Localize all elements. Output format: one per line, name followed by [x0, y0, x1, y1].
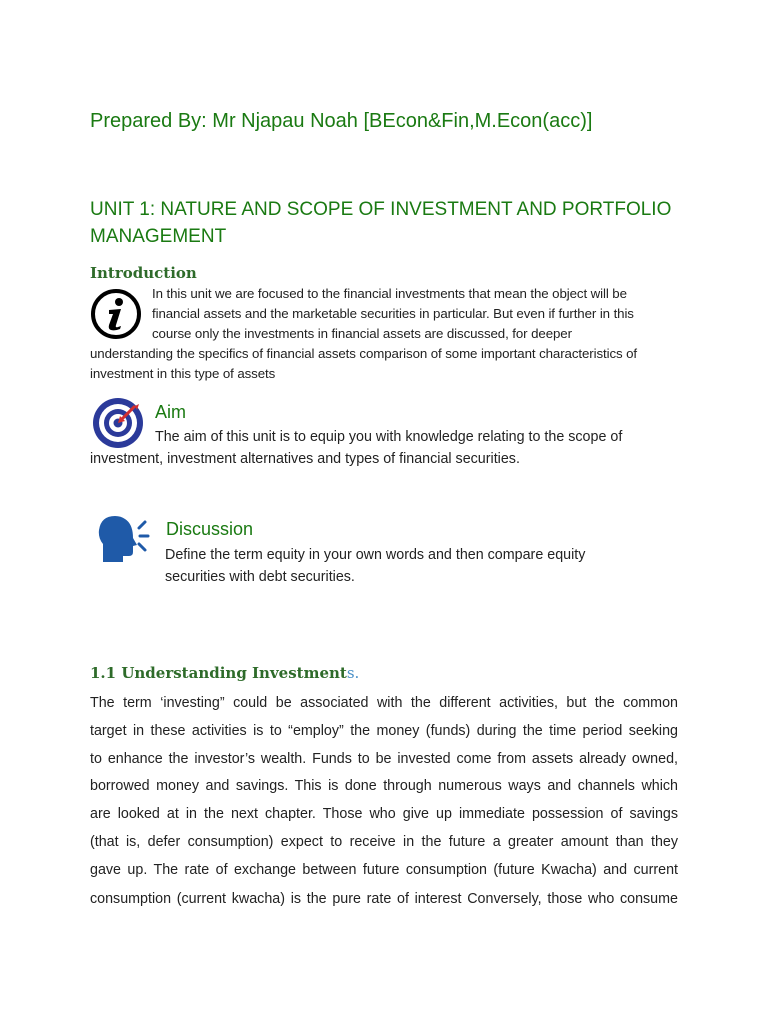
discussion-heading: Discussion [166, 519, 254, 539]
aim-heading: Aim [155, 402, 186, 422]
discussion-line: Define the term equity in your own words and then compare equity [165, 547, 586, 563]
aim-line: investment, investment alternatives and types of financial securities. [90, 451, 520, 467]
intro-line: financial assets and the marketable securities in particular. But even if further in this [152, 306, 634, 321]
section-heading-accent: s. [346, 664, 360, 682]
unit-title: UNIT 1: NATURE AND SCOPE OF INVESTMENT AND PORTFOLIO MANAGEMENT [90, 199, 672, 247]
introduction-heading: Introduction [90, 264, 197, 282]
paragraph-line: target in these activities is to “employ” the money (funds) during the time period seeking [90, 723, 678, 739]
intro-line: investment in this type of assets [90, 366, 276, 381]
paragraph-line: borrowed money and savings. This is done through numerous ways and channels which [90, 778, 678, 794]
intro-line: course only the investments in financial assets are discussed, for deeper [152, 326, 572, 341]
target-icon [91, 396, 145, 450]
paragraph-line: to enhance the investor’s wealth. Funds to be invested come from assets already owned, [90, 751, 678, 767]
paragraph-line: consumption (current kwacha) is the pure rate of interest Conversely, those who consume [90, 891, 678, 907]
discussion-line: securities with debt securities. [165, 569, 355, 585]
paragraph-line: are looked at in the next chapter. Those who give up immediate possession of savings [90, 806, 678, 822]
paragraph-line: gave up. The rate of exchange between future consumption (future Kwacha) and current [90, 862, 678, 878]
paragraph-line: (that is, defer consumption) expect to receive in the future a greater amount than they [90, 834, 678, 850]
intro-line: understanding the specifics of financial assets comparison of some important characteristics of [90, 346, 638, 361]
prepared-by: Prepared By: Mr Njapau Noah [BEcon&Fin,M.Econ(acc)] [90, 110, 593, 132]
aim-line: The aim of this unit is to equip you with knowledge relating to the scope of [155, 429, 623, 445]
intro-line: In this unit we are focused to the financial investments that mean the object will be [152, 286, 627, 301]
paragraph-line: The term ‘investing” could be associated with the different activities, but the common [90, 695, 678, 711]
info-icon [90, 288, 142, 340]
speaking-head-icon [95, 512, 151, 566]
section-heading-main: 1.1 Understanding Investment [90, 664, 347, 682]
section-heading [90, 664, 359, 682]
